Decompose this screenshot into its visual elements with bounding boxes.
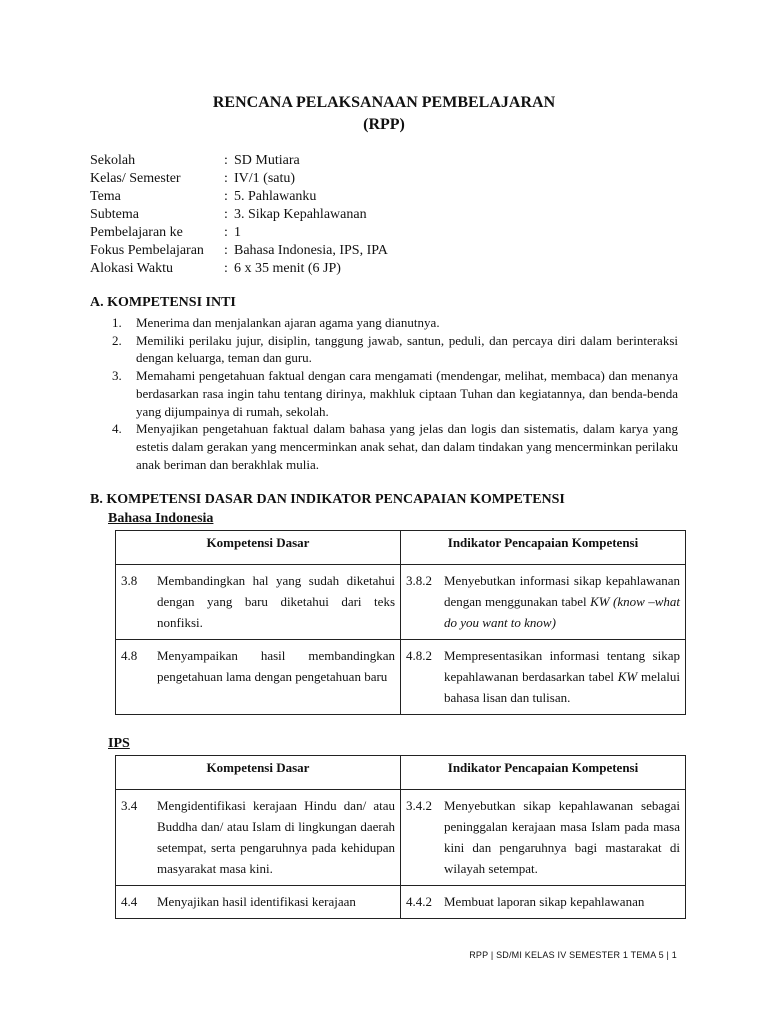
column-header-ipk: Indikator Pencapaian Kompetensi — [401, 531, 686, 565]
list-number: 1. — [112, 315, 122, 330]
info-row-pembelajaran — [90, 224, 388, 242]
list-item — [112, 367, 678, 420]
info-colon: : — [224, 207, 228, 222]
list-text: Memiliki perilaku jujur, disiplin, tanggung jawab, santun, peduli, dan percaya diri dalam berinteraksi dengan keluarga, teman dan guru. — [136, 332, 678, 366]
info-label: Pembelajaran ke — [90, 225, 183, 240]
column-header-kd: Kompetensi Dasar — [116, 531, 401, 565]
indicator-number: 4.4.2 — [406, 894, 432, 909]
indicator-text: Membuat laporan sikap kepahlawanan — [444, 894, 645, 909]
section-a-heading: A. KOMPETENSI INTI — [90, 295, 236, 310]
indicator-number: 3.4.2 — [406, 798, 432, 813]
list-item — [112, 314, 678, 332]
list-number: 3. — [112, 368, 122, 384]
info-colon: : — [224, 189, 228, 204]
table-row — [116, 886, 686, 919]
info-label: Kelas/ Semester — [90, 171, 181, 186]
subheading-bahasa-indonesia: Bahasa Indonesia — [108, 511, 214, 526]
info-label: Sekolah — [90, 153, 136, 168]
indicator-text: Mempresentasikan informasi tentang sikap kepahlawanan berdasarkan tabel — [444, 648, 680, 684]
list-text: Menerima dan menjalankan ajaran agama yang dianutnya. — [136, 315, 440, 330]
info-row-kelas — [90, 170, 388, 188]
info-colon: : — [224, 243, 228, 258]
info-label: Subtema — [90, 207, 139, 222]
kd-number: 4.8 — [121, 648, 138, 663]
section-b-heading: B. KOMPETENSI DASAR DAN INDIKATOR PENCAPAIAN KOMPETENSI — [90, 492, 565, 507]
info-value: 6 x 35 menit (6 JP) — [234, 261, 341, 276]
kompetensi-inti-list — [112, 314, 678, 473]
table-row — [116, 640, 686, 715]
info-label: Fokus Pembelajaran — [90, 243, 204, 258]
table-row — [116, 565, 686, 640]
info-row-subtema — [90, 206, 388, 224]
info-row-fokus — [90, 242, 388, 260]
kd-cell — [116, 640, 401, 715]
table-ips — [115, 755, 686, 919]
info-row-alokasi — [90, 260, 388, 278]
column-header-kd: Kompetensi Dasar — [116, 756, 401, 790]
page-footer: RPP | SD/MI KELAS IV SEMESTER 1 TEMA 5 | 1 — [469, 950, 677, 960]
list-text: Menyajikan pengetahuan faktual dalam bahasa yang jelas dan logis dan sistematis, dalam karya yang estetis dalam gerakan yang mencerminkan anak sehat, dan dalam tindakan yang mencerminkan perilaku anak beriman dan berakhlak mulia. — [136, 421, 678, 472]
info-value: SD Mutiara — [234, 153, 300, 168]
list-number: 4. — [112, 421, 122, 437]
info-row-sekolah — [90, 152, 388, 170]
indicator-number: 4.8.2 — [406, 648, 432, 663]
info-colon: : — [224, 171, 228, 186]
column-header-ipk: Indikator Pencapaian Kompetensi — [401, 756, 686, 790]
kd-cell — [116, 565, 401, 640]
info-row-tema — [90, 188, 388, 206]
indicator-text: Menyebutkan sikap kepahlawanan sebagai peninggalan kerajaan masa Islam pada masa kini dan pengaruhnya bagi mastarakat di wilayah setempat. — [444, 798, 680, 876]
info-value: 3. Sikap Kepahlawanan — [234, 207, 367, 222]
info-value: Bahasa Indonesia, IPS, IPA — [234, 243, 388, 258]
indicator-text-wrap — [444, 645, 680, 708]
table-row — [116, 790, 686, 886]
indicator-cell — [401, 640, 686, 715]
info-label: Alokasi Waktu — [90, 261, 173, 276]
info-colon: : — [224, 225, 228, 240]
kd-cell — [116, 886, 401, 919]
table-bahasa-indonesia — [115, 530, 686, 715]
kd-cell — [116, 790, 401, 886]
indicator-cell — [401, 565, 686, 640]
indicator-text-wrap — [444, 570, 680, 633]
document-title: RENCANA PELAKSANAAN PEMBELAJARAN — [212, 94, 556, 111]
info-value: 5. Pahlawanku — [234, 189, 317, 204]
indicator-cell — [401, 790, 686, 886]
indicator-text-italic: KW — [617, 669, 638, 684]
info-block — [90, 152, 388, 278]
info-value: IV/1 (satu) — [234, 171, 296, 186]
indicator-number: 3.8.2 — [406, 573, 432, 588]
info-value: 1 — [234, 225, 241, 240]
indicator-text-end: melalui bahasa lisan dan tulisan. — [444, 669, 680, 705]
list-number: 2. — [112, 332, 122, 348]
kd-text: Menyampaikan hasil membandingkan pengetahuan lama dengan pengetahuan baru — [157, 648, 395, 684]
kd-text: Menyajikan hasil identifikasi kerajaan — [157, 894, 356, 909]
kd-text: Mengidentifikasi kerajaan Hindu dan/ atau Buddha dan/ atau Islam di lingkungan daerah setempat, serta pengaruhnya pada kehidupan masyarakat masa kini. — [157, 798, 395, 876]
kd-text: Membandingkan hal yang sudah diketahui dengan yang baru diketahui dari teks nonfiksi. — [157, 573, 395, 630]
indicator-cell — [401, 886, 686, 919]
document-subtitle: (RPP) — [363, 116, 405, 133]
list-item — [112, 332, 678, 367]
indicator-text-italic: KW (know –what do you want to know) — [444, 594, 680, 630]
subheading-ips: IPS — [108, 736, 130, 751]
info-colon: : — [224, 153, 228, 168]
table-header-row — [116, 756, 686, 790]
list-item — [112, 420, 678, 473]
kd-number: 4.4 — [121, 894, 138, 909]
table-header-row — [116, 531, 686, 565]
list-text: Memahami pengetahuan faktual dengan cara mengamati (mendengar, melihat, membaca) dan menanya berdasarkan rasa ingin tahu tentang dirinya, makhluk ciptaan Tuhan dan kegiatannya, dan benda-benda yang dijumpainya di rumah, sekolah. — [136, 368, 678, 419]
info-colon: : — [224, 261, 228, 276]
kd-number: 3.8 — [121, 573, 138, 588]
kd-number: 3.4 — [121, 798, 138, 813]
info-label: Tema — [90, 189, 121, 204]
indicator-text: Menyebutkan informasi sikap kepahlawanan dengan menggunakan tabel — [444, 573, 680, 609]
